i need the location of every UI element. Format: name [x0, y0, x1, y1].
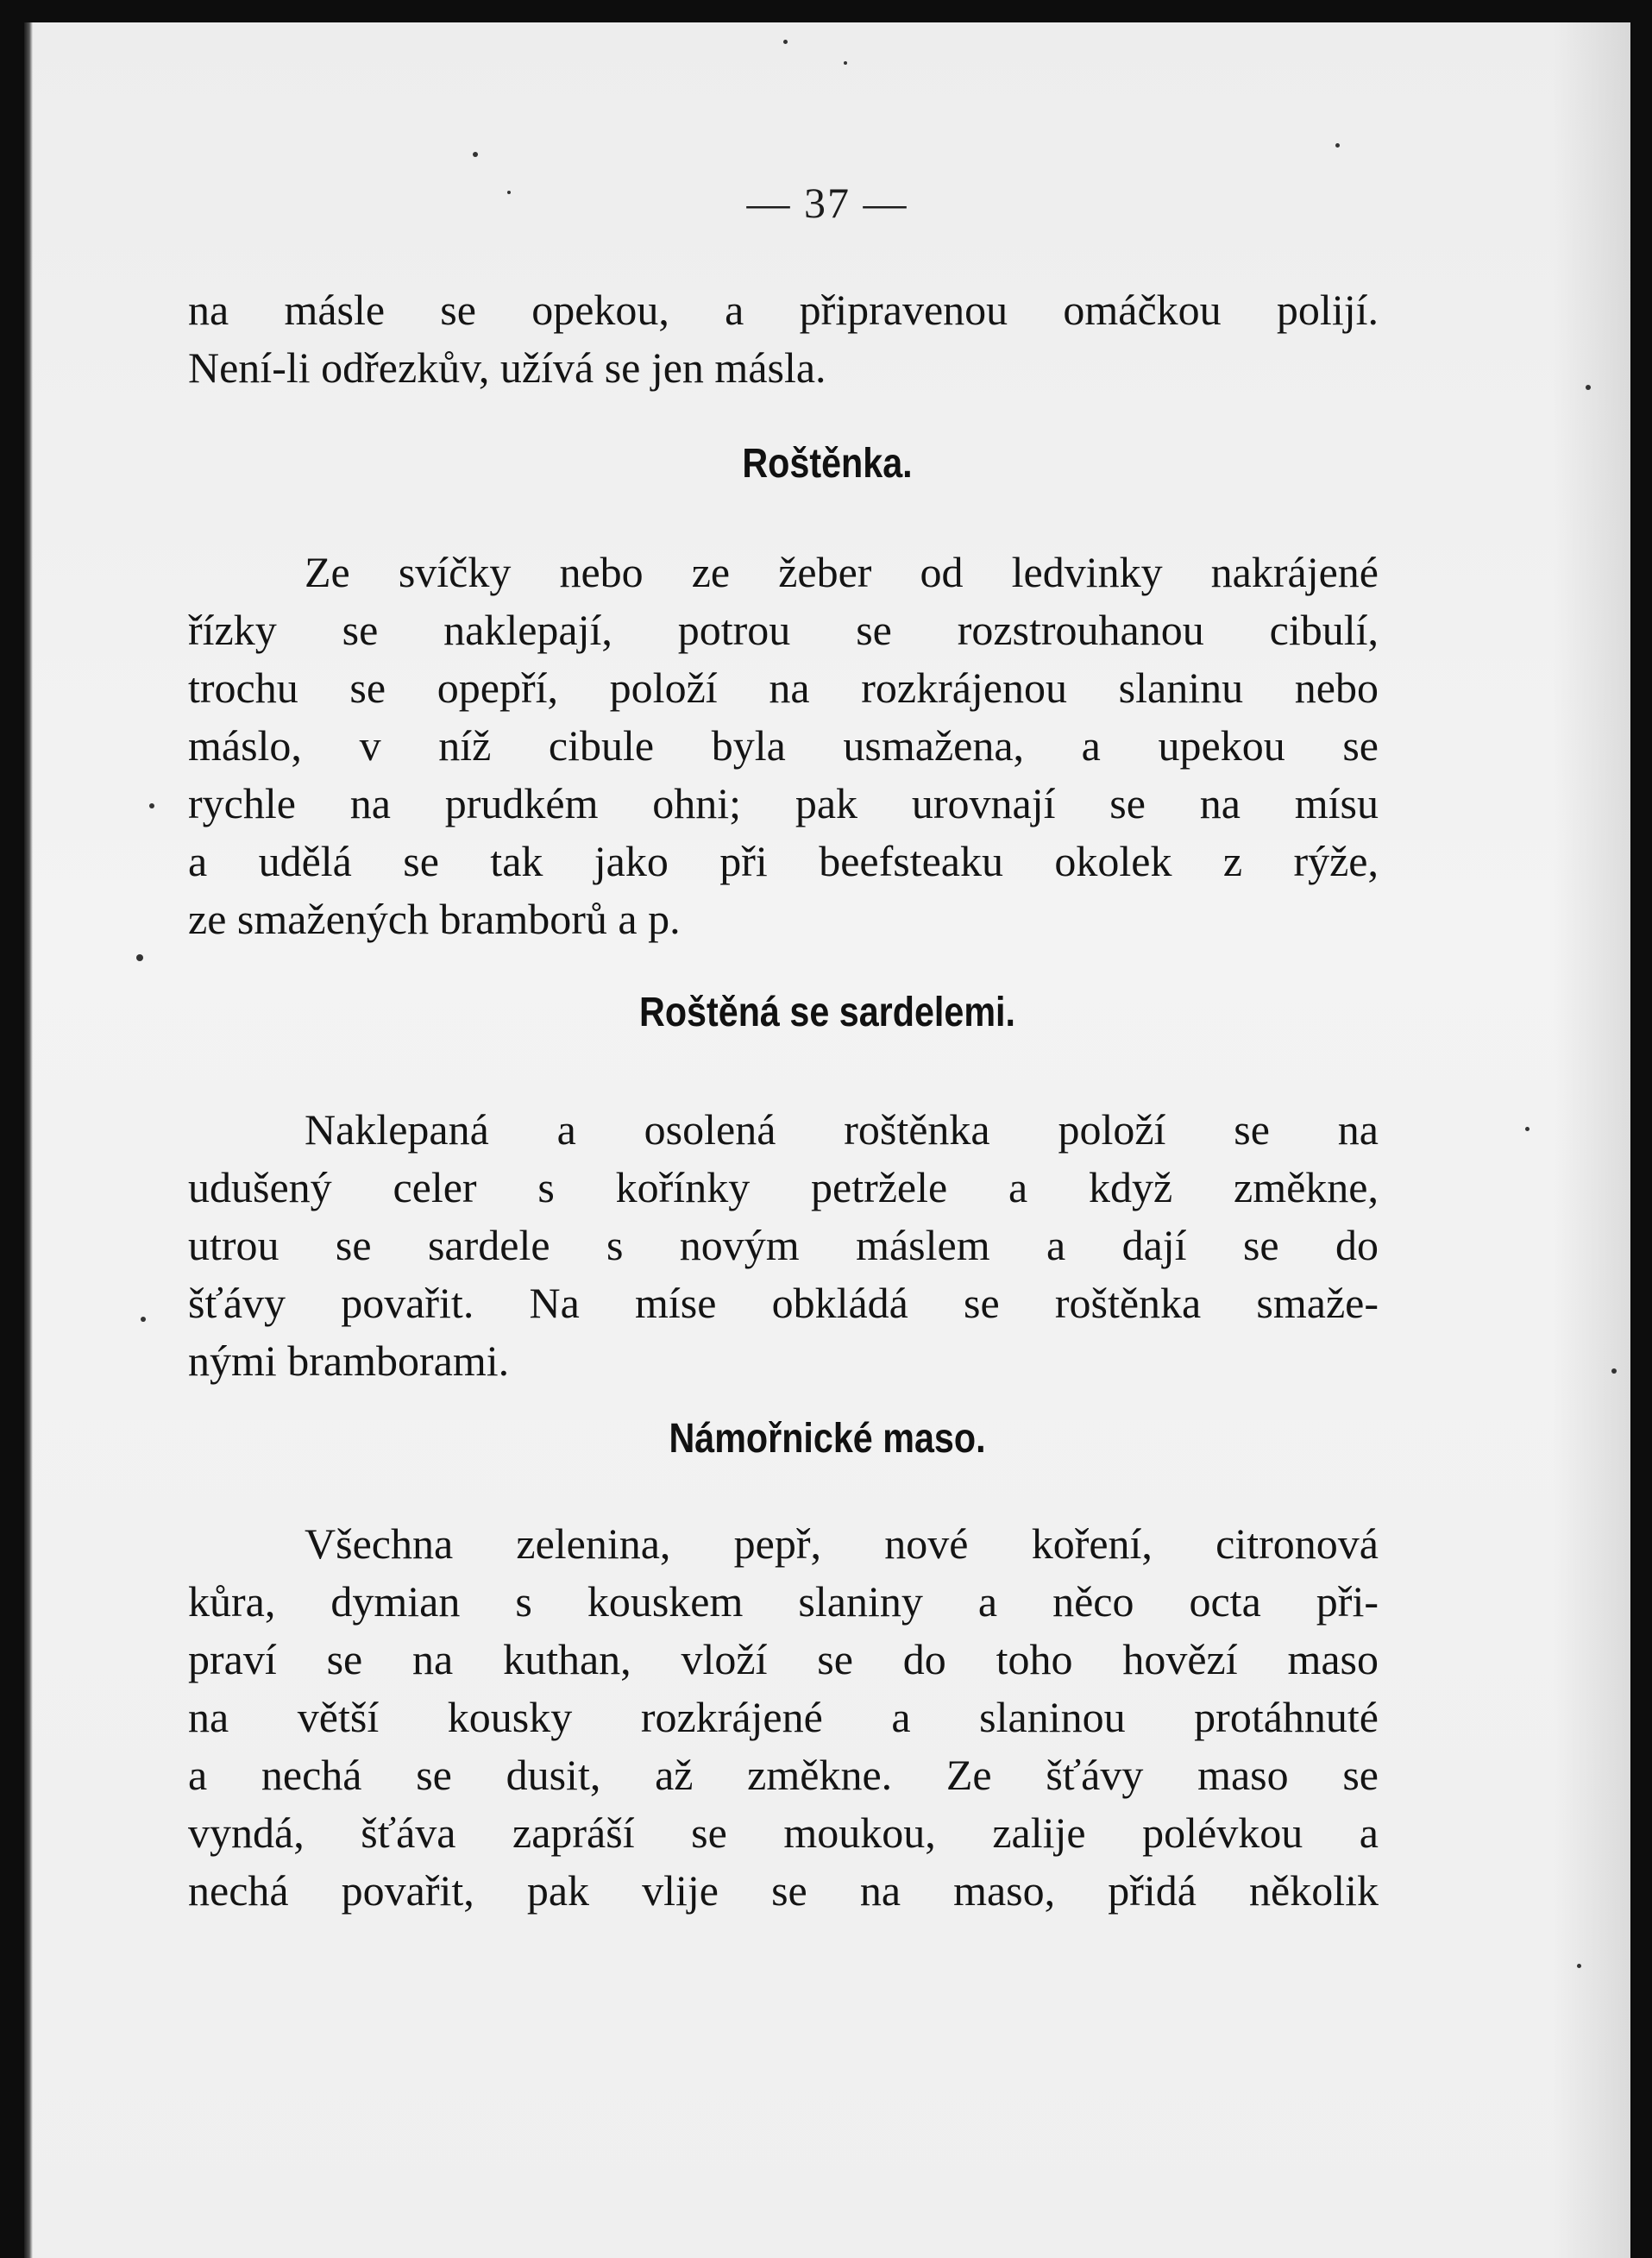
scan-speck	[1525, 1127, 1530, 1131]
scan-speck	[149, 803, 154, 808]
text-line: Všechna zelenina, pepř, nové koření, citronová	[305, 1519, 1379, 1568]
section-paragraph	[188, 1515, 1379, 1920]
text-line: a nechá se dusit, až změkne. Ze šťávy maso se	[188, 1751, 1379, 1799]
text-line: udušený celer s kořínky petržele a když změkne,	[188, 1163, 1379, 1211]
section-heading: Roštěnka.	[742, 441, 913, 487]
text-line: kůra, dymian s kouskem slaniny a něco octa při-	[188, 1577, 1379, 1626]
scan-speck	[783, 40, 788, 44]
text-line: Ze svíčky nebo ze žeber od ledvinky nakrájené	[305, 548, 1379, 596]
scan-speck	[473, 152, 478, 157]
scan-speck	[1577, 1964, 1581, 1968]
text-line: utrou se sardele s novým máslem a dají se do	[188, 1221, 1379, 1269]
section-heading: Roštěná se sardelemi.	[639, 990, 1015, 1035]
text-line: máslo, v níž cibule byla usmažena, a upekou se	[188, 721, 1379, 770]
book-page	[24, 22, 1630, 2258]
text-line: trochu se opepří, položí na rozkrájenou slaninu nebo	[188, 664, 1379, 712]
text-line: nechá povařit, pak vlije se na maso, přidá několik	[188, 1866, 1379, 1915]
section-paragraph	[188, 544, 1379, 948]
text-line: na větší kousky rozkrájené a slaninou protáhnuté	[188, 1693, 1379, 1741]
section-paragraph	[188, 1101, 1379, 1390]
scan-speck	[141, 1317, 146, 1322]
scan-speck	[1611, 1368, 1617, 1374]
text-line: na másle se opekou, a připravenou omáčkou polijí.	[188, 286, 1379, 334]
text-line: řízky se naklepají, potrou se rozstrouhanou cibulí,	[188, 606, 1379, 654]
scan-speck	[844, 61, 847, 65]
text-line: vyndá, šťáva zapráší se moukou, zalije polévkou a	[188, 1808, 1379, 1857]
text-line: nými bramborami.	[188, 1337, 510, 1385]
text-line: ze smažených bramborů a p.	[188, 895, 681, 943]
intro-paragraph	[188, 281, 1379, 397]
scan-speck	[136, 954, 143, 961]
scan-speck	[1586, 385, 1591, 390]
text-line: rychle na prudkém ohni; pak urovnají se na mísu	[188, 779, 1379, 827]
page-number: — 37 —	[746, 179, 908, 227]
scan-speck	[1335, 143, 1340, 148]
text-line: praví se na kuthan, vloží se do toho hovězí maso	[188, 1635, 1379, 1683]
text-line: a udělá se tak jako při beefsteaku okolek z rýže,	[188, 837, 1379, 885]
text-line: Není-li odřezkův, užívá se jen másla.	[188, 343, 826, 392]
page-gutter-edge	[24, 22, 33, 2258]
text-line: Naklepaná a osolená roštěnka položí se na	[305, 1105, 1379, 1154]
text-line: šťávy povařit. Na míse obkládá se roštěnka smaže-	[188, 1279, 1379, 1327]
page-edge-shading	[1553, 22, 1630, 2258]
section-heading: Námořnické maso.	[669, 1416, 986, 1462]
